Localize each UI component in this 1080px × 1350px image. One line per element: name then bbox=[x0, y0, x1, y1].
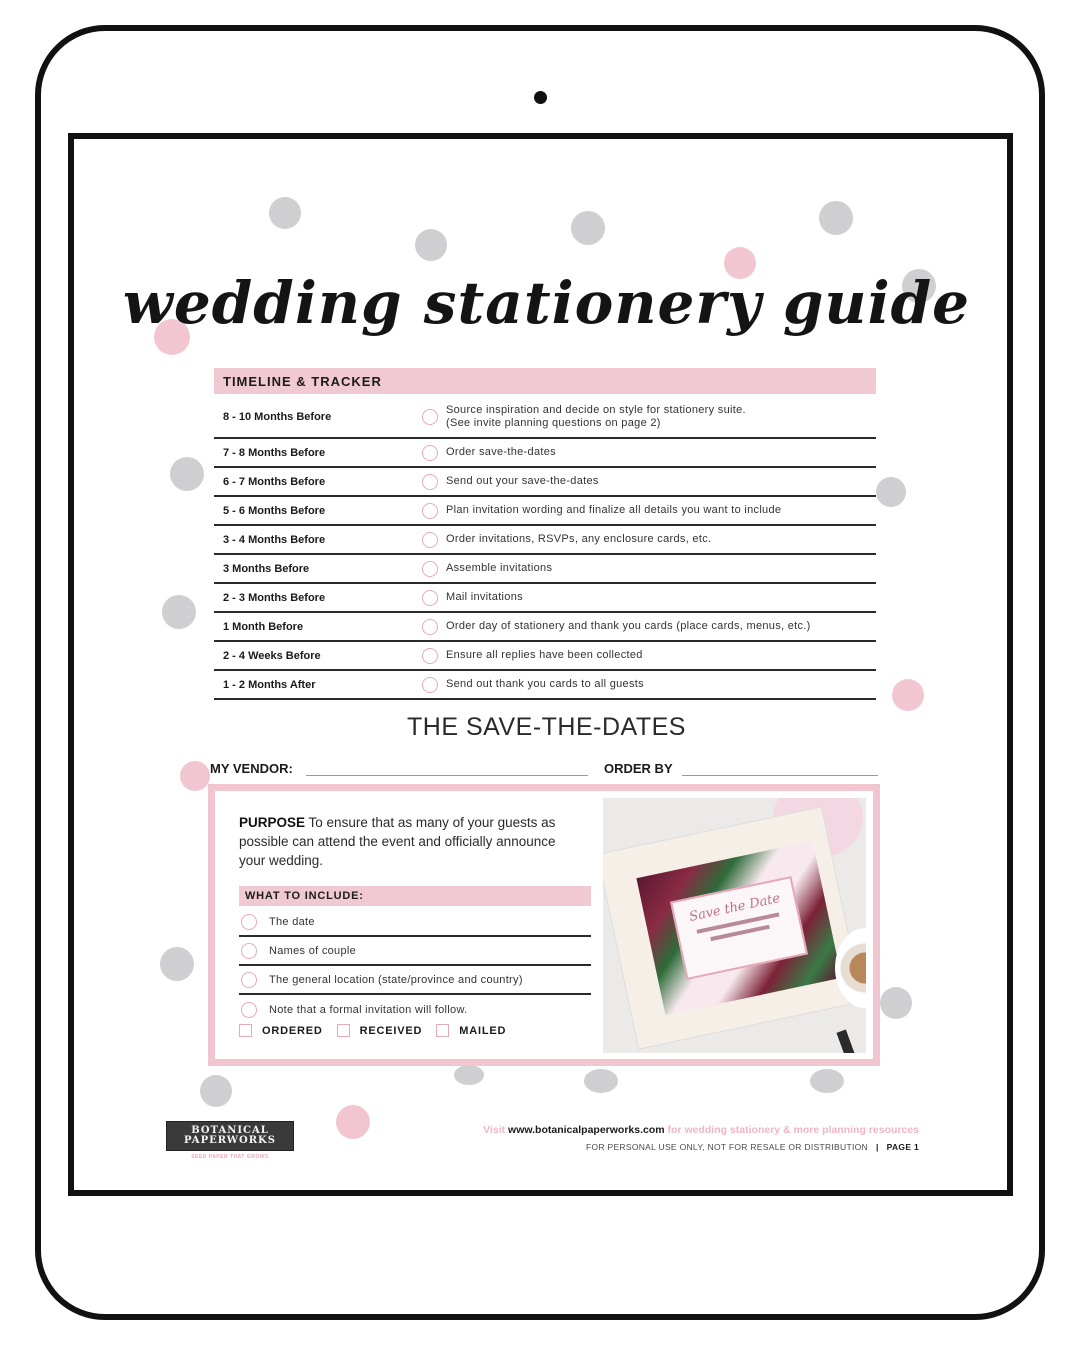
vendor-label: MY VENDOR: bbox=[210, 761, 293, 776]
include-item: Note that a formal invitation will follow. bbox=[239, 995, 591, 1024]
pen-image bbox=[836, 1029, 859, 1053]
received-label: RECEIVED bbox=[359, 1024, 423, 1037]
include-item: The date bbox=[239, 908, 591, 937]
invite-card bbox=[670, 876, 808, 980]
confetti-dot bbox=[584, 1069, 618, 1093]
tracker-when: 1 Month Before bbox=[223, 620, 304, 633]
square-checkbox-icon[interactable] bbox=[337, 1024, 350, 1037]
tracker-row bbox=[214, 497, 876, 526]
tracker-row bbox=[214, 642, 876, 671]
tracker-task: Order save-the-dates bbox=[446, 446, 556, 458]
confetti-dot bbox=[336, 1105, 370, 1139]
mailed-label: MAILED bbox=[459, 1024, 507, 1037]
tablet-screen bbox=[68, 133, 1013, 1196]
circle-checkbox-icon[interactable] bbox=[422, 648, 438, 664]
tracker-row bbox=[214, 397, 876, 439]
circle-checkbox-icon[interactable] bbox=[422, 409, 438, 425]
tracker-when: 3 - 4 Months Before bbox=[223, 533, 326, 546]
confetti-dot bbox=[819, 201, 853, 235]
tracker-when: 2 - 3 Months Before bbox=[223, 591, 326, 604]
tracker-task: Send out thank you cards to all guests bbox=[446, 678, 644, 690]
confetti-dot bbox=[200, 1075, 232, 1107]
square-checkbox-icon[interactable] bbox=[239, 1024, 252, 1037]
circle-checkbox-icon[interactable] bbox=[422, 503, 438, 519]
footer-note: FOR PERSONAL USE ONLY, NOT FOR RESALE OR DISTRIBUTION | PAGE 1 bbox=[585, 1142, 919, 1152]
tracker-row bbox=[214, 439, 876, 468]
page-title: wedding stationery guide bbox=[122, 269, 971, 337]
circle-checkbox-icon[interactable] bbox=[241, 914, 257, 930]
confetti-dot bbox=[876, 477, 906, 507]
confetti-dot bbox=[454, 1065, 484, 1085]
confetti-dot bbox=[571, 211, 605, 245]
include-heading: WHAT TO INCLUDE: bbox=[239, 886, 591, 906]
tracker-task: Assemble invitations bbox=[446, 562, 553, 574]
tracker-row bbox=[214, 468, 876, 497]
circle-checkbox-icon[interactable] bbox=[422, 590, 438, 606]
tracker-task: Source inspiration and decide on style for stationery suite. (See invite planning questions on page 2) bbox=[446, 404, 746, 429]
include-item: The general location (state/province and country) bbox=[239, 966, 591, 995]
save-the-dates-card bbox=[208, 784, 880, 1066]
confetti-dot bbox=[180, 761, 210, 791]
logo-tagline: SEED PAPER THAT GROWS bbox=[191, 1154, 269, 1160]
confetti-dot bbox=[162, 595, 196, 629]
circle-checkbox-icon[interactable] bbox=[422, 445, 438, 461]
square-checkbox-icon[interactable] bbox=[436, 1024, 449, 1037]
confetti-dot bbox=[880, 987, 912, 1019]
circle-checkbox-icon[interactable] bbox=[422, 677, 438, 693]
circle-checkbox-icon[interactable] bbox=[241, 1002, 257, 1018]
tracker-when: 6 - 7 Months Before bbox=[223, 475, 326, 488]
tracker-when: 3 Months Before bbox=[223, 562, 310, 575]
order-by-line[interactable] bbox=[682, 775, 878, 776]
tracker-task: Send out your save-the-dates bbox=[446, 475, 599, 487]
status-checkboxes bbox=[239, 1024, 520, 1037]
tracker-heading: TIMELINE & TRACKER bbox=[214, 368, 876, 394]
tracker-when: 5 - 6 Months Before bbox=[223, 504, 326, 517]
section-title: THE SAVE-THE-DATES bbox=[407, 713, 686, 741]
tracker-when: 2 - 4 Weeks Before bbox=[223, 649, 321, 662]
confetti-dot bbox=[810, 1069, 844, 1093]
tracker-task: Order day of stationery and thank you cards (place cards, menus, etc.) bbox=[446, 620, 811, 632]
timeline-tracker bbox=[214, 397, 876, 700]
save-the-date-photo bbox=[603, 798, 866, 1053]
tracker-task: Mail invitations bbox=[446, 591, 523, 603]
tracker-when: 7 - 8 Months Before bbox=[223, 446, 326, 459]
vendor-line[interactable] bbox=[306, 775, 588, 776]
tracker-row bbox=[214, 671, 876, 700]
circle-checkbox-icon[interactable] bbox=[422, 619, 438, 635]
botanical-paperworks-logo: BOTANICAL PAPERWORKS bbox=[166, 1121, 294, 1151]
tracker-task: Ensure all replies have been collected bbox=[446, 649, 643, 661]
visit-line: Visit www.botanicalpaperworks.com for wedding stationery & more planning resources bbox=[483, 1124, 919, 1136]
tracker-when: 8 - 10 Months Before bbox=[223, 411, 332, 423]
include-list bbox=[239, 908, 591, 1024]
circle-checkbox-icon[interactable] bbox=[422, 532, 438, 548]
confetti-dot bbox=[415, 229, 447, 261]
circle-checkbox-icon[interactable] bbox=[422, 561, 438, 577]
confetti-dot bbox=[892, 679, 924, 711]
include-item: Names of couple bbox=[239, 937, 591, 966]
order-by-label: ORDER BY bbox=[604, 761, 673, 776]
tracker-task: Plan invitation wording and finalize all details you want to include bbox=[446, 504, 782, 516]
camera-icon bbox=[534, 91, 547, 104]
confetti-dot bbox=[160, 947, 194, 981]
circle-checkbox-icon[interactable] bbox=[241, 972, 257, 988]
confetti-dot bbox=[170, 457, 204, 491]
circle-checkbox-icon[interactable] bbox=[422, 474, 438, 490]
ordered-label: ORDERED bbox=[262, 1024, 323, 1037]
tracker-when: 1 - 2 Months After bbox=[223, 678, 316, 691]
invite-script: Save the Date bbox=[688, 891, 782, 925]
confetti-dot bbox=[269, 197, 301, 229]
tracker-row bbox=[214, 613, 876, 642]
website-link[interactable]: www.botanicalpaperworks.com bbox=[508, 1124, 665, 1136]
purpose-text: PURPOSE To ensure that as many of your guests as possible can attend the event and officially announce your wedding. bbox=[239, 815, 556, 868]
tracker-task: Order invitations, RSVPs, any enclosure cards, etc. bbox=[446, 533, 712, 545]
tracker-row bbox=[214, 584, 876, 613]
tracker-row bbox=[214, 555, 876, 584]
circle-checkbox-icon[interactable] bbox=[241, 943, 257, 959]
tracker-row bbox=[214, 526, 876, 555]
